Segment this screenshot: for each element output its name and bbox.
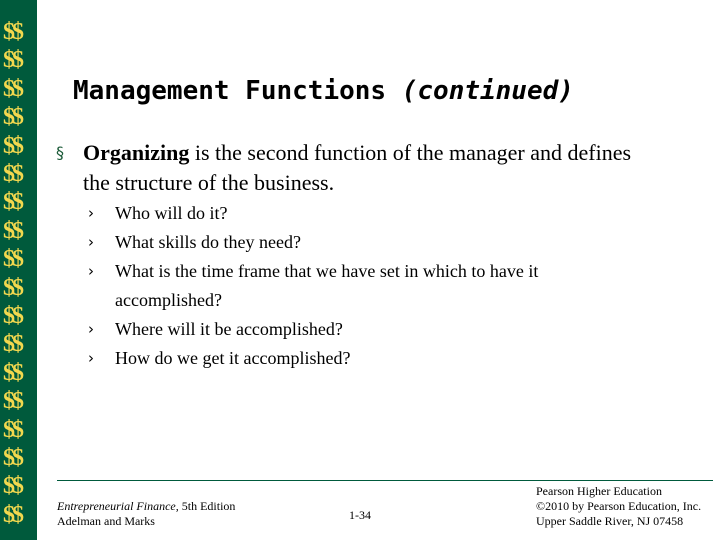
- dollar-sign-icon: $$: [3, 303, 21, 329]
- footer-divider: [57, 480, 713, 481]
- sub-bullet-list: [88, 199, 648, 373]
- footer-authors: Adelman and Marks: [57, 514, 155, 528]
- footer-edition: 5th Edition: [178, 499, 236, 513]
- list-item: [88, 315, 648, 344]
- dollar-sign-icon: $$: [3, 445, 21, 471]
- dollar-sign-icon: $$: [3, 246, 21, 273]
- title-main: Management Functions: [73, 76, 402, 106]
- dollar-sign-icon: $$: [3, 388, 21, 415]
- list-item-text: What is the time frame that we have set in which to have it accomplished?: [115, 261, 539, 310]
- dollar-sign-icon: $$: [3, 416, 21, 443]
- footer-publisher-info: [536, 484, 701, 529]
- chevron-right-icon: ›: [88, 204, 94, 222]
- footer-book-info: [57, 499, 235, 529]
- dollar-sign-icon: $$: [3, 161, 21, 187]
- chevron-right-icon: ›: [88, 262, 94, 280]
- chevron-right-icon: ›: [88, 320, 94, 338]
- dollar-sign-icon: $$: [3, 47, 21, 74]
- square-bullet-icon: §: [56, 143, 64, 162]
- dollar-sign-icon: $$: [3, 189, 21, 216]
- dollar-sign-icon: $$: [3, 501, 21, 528]
- list-item: [88, 199, 648, 228]
- chevron-right-icon: ›: [88, 233, 94, 251]
- dollar-sign-icon: $$: [3, 359, 21, 386]
- dollar-sign-icon: $$: [3, 217, 21, 244]
- dollar-sign-icon: $$: [3, 473, 21, 500]
- main-bullet-text: [83, 138, 643, 198]
- list-item-text: Who will do it?: [115, 203, 228, 223]
- footer-copyright: ©2010 by Pearson Education, Inc.: [536, 499, 702, 513]
- footer-address: Upper Saddle River, NJ 07458: [536, 514, 684, 528]
- dollar-sign-icon: $$: [3, 132, 21, 159]
- list-item: [88, 228, 648, 257]
- dollar-sign-icon: $$: [3, 104, 21, 131]
- slide-title: [73, 76, 693, 106]
- dollar-sign-icon: $$: [3, 331, 21, 358]
- footer-book-title: Entrepreneurial Finance,: [57, 499, 179, 513]
- dollar-sign-icon: $$: [3, 75, 21, 102]
- list-item-text: What skills do they need?: [115, 232, 301, 252]
- page-number: 1-34: [349, 508, 371, 522]
- dollar-sign-icon: $$: [3, 274, 21, 301]
- bullet-rest: is the second function of the manager and defines the structure of the business.: [83, 140, 632, 195]
- dollar-sign-sidebar: [0, 0, 37, 540]
- list-item-text: Where will it be accomplished?: [115, 319, 343, 339]
- list-item: [88, 344, 648, 373]
- bullet-lead: Organizing: [83, 140, 190, 165]
- footer-book-line: [57, 499, 235, 514]
- dollar-sign-icon: $$: [3, 19, 21, 45]
- list-item-text: How do we get it accomplished?: [115, 348, 351, 368]
- list-item: [88, 257, 648, 315]
- chevron-right-icon: ›: [88, 349, 94, 367]
- footer-publisher: Pearson Higher Education: [536, 484, 662, 498]
- title-continued: (continued): [401, 76, 574, 106]
